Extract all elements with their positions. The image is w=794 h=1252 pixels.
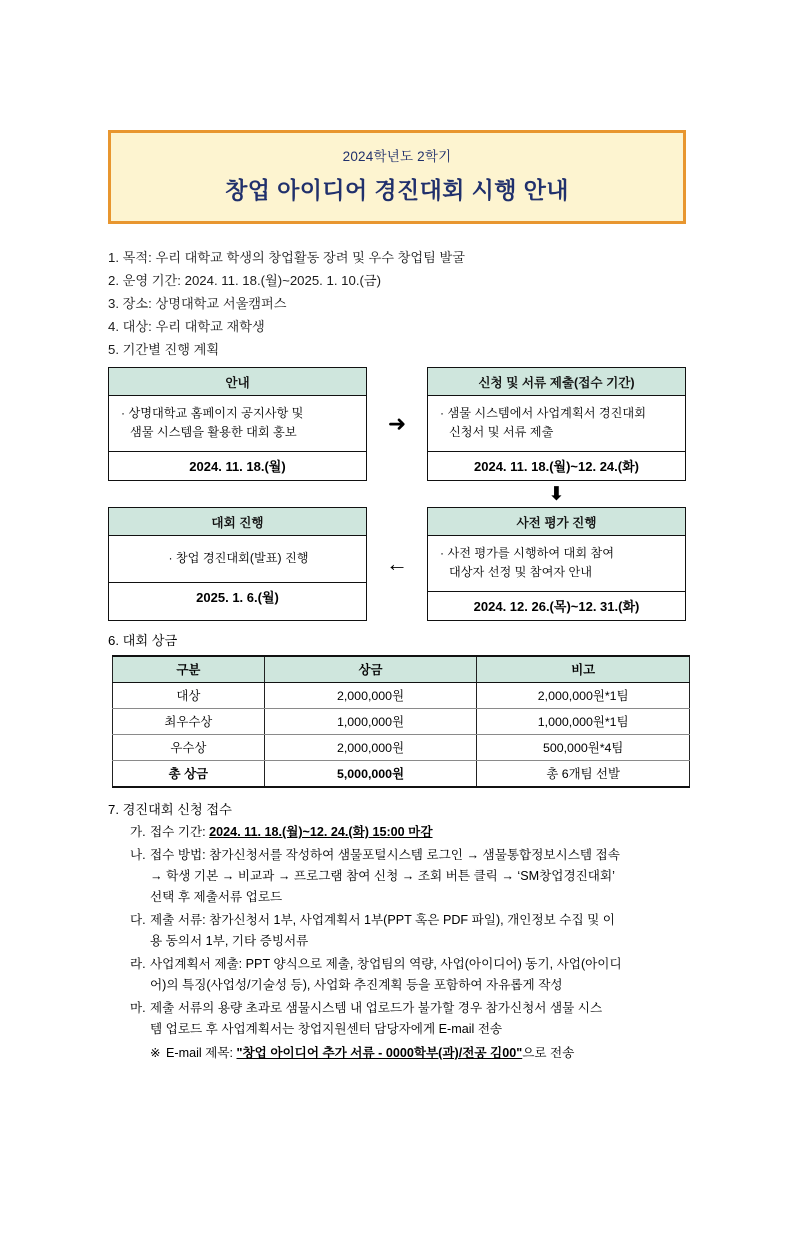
flow-box-body-line: · 사전 평가를 시행하여 대회 참여 — [440, 546, 615, 560]
flow-box-body — [109, 536, 366, 582]
flow-box-body-line: 대상자 선정 및 참여자 안내 — [449, 565, 593, 579]
list-item — [108, 822, 686, 843]
list-item — [108, 845, 686, 908]
flow-box-body-line: · 샘물 시스템에서 사업계획서 경진대회 — [440, 406, 646, 420]
list-item-line: → 학생 기본 → 비교과 → 프로그램 참여 신청 → 조회 버튼 클릭 → ‘SM창업경진대회’ — [150, 869, 615, 883]
intro-items — [108, 246, 686, 361]
list-item-line: 용 동의서 1부, 기타 증빙서류 — [150, 934, 309, 948]
table-cell: 1,000,000원*1팀 — [477, 709, 690, 735]
banner-title: 창업 아이디어 경진대회 시행 안내 — [225, 177, 569, 203]
arrow-left-icon: ← — [386, 551, 408, 576]
list-item-line: 제출 서류: 참가신청서 1부, 사업계획서 1부(PPT 혹은 PDF 파일), 개인정보 수집 및 이 — [150, 913, 615, 927]
list-item — [108, 910, 686, 952]
list-item-line: 템 업로드 후 사업계획서는 창업지원센터 담당자에게 E-mail 전송 — [150, 1022, 503, 1036]
list-item-underline: 2024. 11. 18.(월)~12. 24.(화) 15:00 마감 — [209, 825, 433, 839]
table-header-row — [113, 656, 690, 683]
flow-box-body-line: · 창업 경진대회(발표) 진행 — [168, 551, 309, 565]
flow-box-body — [428, 536, 685, 591]
flow-box-body — [109, 396, 366, 451]
table-cell: 총 6개팀 선발 — [477, 761, 690, 788]
flow-box-contest — [108, 507, 367, 621]
title-banner — [108, 130, 686, 224]
flow-box-date: 2024. 11. 18.(월)~12. 24.(화) — [428, 451, 685, 480]
flow-box-application — [427, 367, 686, 481]
banner-subtitle: 2024학년도 2학기 — [342, 149, 452, 164]
flow-row-bottom — [108, 507, 686, 621]
list-item-marker: 다. — [130, 913, 146, 927]
table-row — [113, 709, 690, 735]
intro-item: 3. 장소: 상명대학교 서울캠퍼스 — [108, 296, 287, 311]
list-item-text — [150, 998, 686, 1040]
list-item-marker: 마. — [130, 1001, 146, 1015]
list-item-line: 사업계획서 제출: PPT 양식으로 제출, 창업팀의 역량, 사업(아이디어) 동기, 사업(아이디 — [150, 957, 622, 971]
table-cell: 500,000원*4팀 — [477, 735, 690, 761]
flow-box-header: 안내 — [109, 368, 366, 396]
list-item-text — [150, 954, 686, 996]
table-header-cell: 상금 — [264, 656, 477, 683]
flow-diagram — [108, 367, 686, 621]
table-cell: 2,000,000원 — [264, 735, 477, 761]
table-cell: 1,000,000원 — [264, 709, 477, 735]
prize-section-label: 6. 대회 상금 — [108, 633, 178, 648]
intro-item: 1. 목적: 우리 대학교 학생의 창업활동 장려 및 우수 창업팀 발굴 — [108, 250, 466, 265]
list-item-marker: 나. — [130, 848, 146, 862]
flow-box-prescreening — [427, 507, 686, 621]
flow-box-announcement — [108, 367, 367, 481]
list-item-line: 어)의 특징(사업성/기술성 등), 사업화 추진계획 등을 포함하여 자유롭게 작성 — [150, 978, 563, 992]
flow-row-top — [108, 367, 686, 481]
flow-box-body-line: · 상명대학교 홈페이지 공지사항 및 — [121, 406, 304, 420]
table-row — [113, 735, 690, 761]
list-item-text — [150, 910, 686, 952]
table-cell: 2,000,000원*1팀 — [477, 683, 690, 709]
table-header-cell: 구분 — [113, 656, 265, 683]
list-item-marker: 가. — [130, 825, 146, 839]
note-suffix: 으로 전송 — [522, 1046, 575, 1060]
arrow-right-icon: ➜ — [387, 411, 407, 436]
table-cell: 2,000,000원 — [264, 683, 477, 709]
flow-box-body-line: 신청서 및 서류 제출 — [449, 425, 554, 439]
application-list — [108, 822, 686, 1064]
intro-item: 5. 기간별 진행 계획 — [108, 342, 220, 357]
flow-box-date: 2024. 11. 18.(월) — [109, 451, 366, 480]
list-item-line: 선택 후 제출서류 업로드 — [150, 890, 283, 904]
table-header-cell: 비고 — [477, 656, 690, 683]
flow-box-body — [428, 396, 685, 451]
table-row-total — [113, 761, 690, 788]
flow-box-header: 신청 및 서류 제출(접수 기간) — [428, 368, 685, 396]
table-cell: 최우수상 — [113, 709, 265, 735]
flow-box-date: 2025. 1. 6.(월) — [109, 582, 366, 611]
note-prefix: E-mail 제목: — [166, 1046, 237, 1060]
list-item-line: 접수 기간: — [150, 825, 210, 839]
list-item-text — [150, 845, 686, 908]
flow-box-body-line: 샘물 시스템을 활용한 대회 홍보 — [130, 425, 297, 439]
flow-arrow-row — [108, 481, 686, 507]
note-text — [166, 1043, 574, 1064]
list-item-marker: 라. — [130, 957, 146, 971]
flow-box-header: 사전 평가 진행 — [428, 508, 685, 536]
list-item-line: 접수 방법: 참가신청서를 작성하여 샘물포털시스템 로그인 → 샘물통합정보시스템 접속 — [150, 848, 620, 862]
email-note — [108, 1043, 686, 1064]
note-underline: "창업 아이디어 추가 서류 - 0000학부(과)/전공 김00" — [236, 1046, 523, 1060]
flow-box-date: 2024. 12. 26.(목)~12. 31.(화) — [428, 591, 685, 620]
list-item — [108, 998, 686, 1040]
table-row — [113, 683, 690, 709]
intro-item: 2. 운영 기간: 2024. 11. 18.(월)~2025. 1. 10.(금) — [108, 273, 382, 288]
application-section-title: 7. 경진대회 신청 접수 — [108, 802, 232, 817]
intro-item: 4. 대상: 우리 대학교 재학생 — [108, 319, 265, 334]
arrow-down-icon: ⬇ — [548, 483, 565, 505]
note-marker: ※ — [150, 1046, 161, 1060]
table-cell: 5,000,000원 — [264, 761, 477, 788]
flow-box-header: 대회 진행 — [109, 508, 366, 536]
table-cell: 총 상금 — [113, 761, 265, 788]
document-page — [0, 130, 794, 1252]
table-cell: 우수상 — [113, 735, 265, 761]
list-item-line: 제출 서류의 용량 초과로 샘물시스템 내 업로드가 불가할 경우 참가신청서 샘물 시스 — [150, 1001, 603, 1015]
prize-table — [112, 655, 690, 788]
table-cell: 대상 — [113, 683, 265, 709]
list-item-text — [150, 822, 686, 843]
list-item — [108, 954, 686, 996]
